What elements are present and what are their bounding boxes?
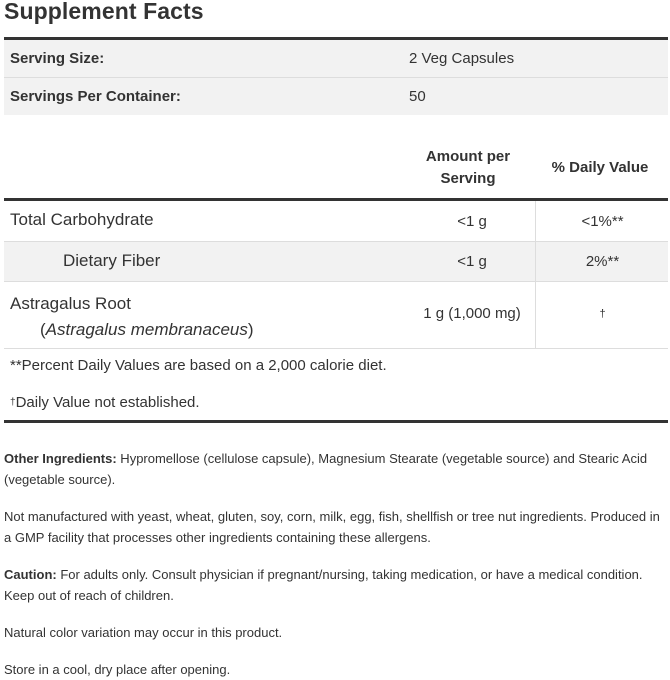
allergen-paragraph: Not manufactured with yeast, wheat, gluten, soy, corn, milk, egg, fish, shellfish or tree nut ingredients. Produced in a GMP facility that processes other ingredients containing these allergens. [4,509,660,545]
nutrient-daily-value-cell [535,242,669,281]
nutrient-latin-name-line [10,317,254,343]
nutrient-daily-value-cell [535,201,669,241]
nutrient-row [4,242,668,282]
other-ingredients-paragraph [4,448,668,490]
nutrient-amount: <1 g [457,253,487,270]
percent-daily-value-footnote: **Percent Daily Values are based on a 2,000 calorie diet. [10,357,387,374]
latin-open-paren: ( [40,320,46,339]
servings-per-container-row [4,78,668,115]
nutrient-daily-value: 2%** [585,253,620,270]
nutrient-latin-name: Astragalus membranaceus [45,320,248,339]
nutrient-name: Total Carbohydrate [10,210,154,229]
nutrient-row [4,282,668,349]
daily-value-header: % Daily Value [551,159,649,176]
nutrient-daily-value: <1%** [581,213,624,230]
amount-per-serving-header: Amount per Serving [425,148,511,187]
other-ingredients-label: Other Ingredients: [4,451,117,466]
nutrient-name: Astragalus Root [10,294,131,313]
caution-paragraph [4,564,668,606]
nutrient-row [4,201,668,242]
nutrient-name-cell [10,291,254,343]
latin-close-paren: ) [247,320,254,339]
servings-per-container-label: Servings Per Container: [10,88,181,105]
daily-value-not-established-footnote [10,394,200,411]
nutrient-daily-value-cell [535,282,669,348]
color-variation-note: Natural color variation may occur in this product. [4,625,283,640]
storage-note: Store in a cool, dry place after opening. [4,662,231,677]
serving-size-value: 2 Veg Capsules [409,50,515,67]
dagger-symbol: † [10,397,16,408]
caution-text: For adults only. Consult physician if pregnant/nursing, taking medication, or have a medical condition. Keep out of reach of children. [4,567,643,603]
nutrient-name: Dietary Fiber [63,251,161,270]
not-established-text: Daily Value not established. [15,394,200,411]
caution-label: Caution: [4,567,57,582]
nutrient-amount: 1 g (1,000 mg) [423,305,521,322]
nutrient-amount: <1 g [457,213,487,230]
serving-size-row [4,40,668,78]
serving-size-label: Serving Size: [10,50,105,67]
table-bottom-divider [4,420,668,423]
other-ingredients-text: Hypromellose (cellulose capsule), Magnesium Stearate (vegetable source) and Stearic Acid (vegetable source). [4,451,648,487]
nutrient-daily-value: † [599,308,606,320]
servings-per-container-value: 50 [409,88,426,105]
page-title: Supplement Facts [4,0,204,24]
